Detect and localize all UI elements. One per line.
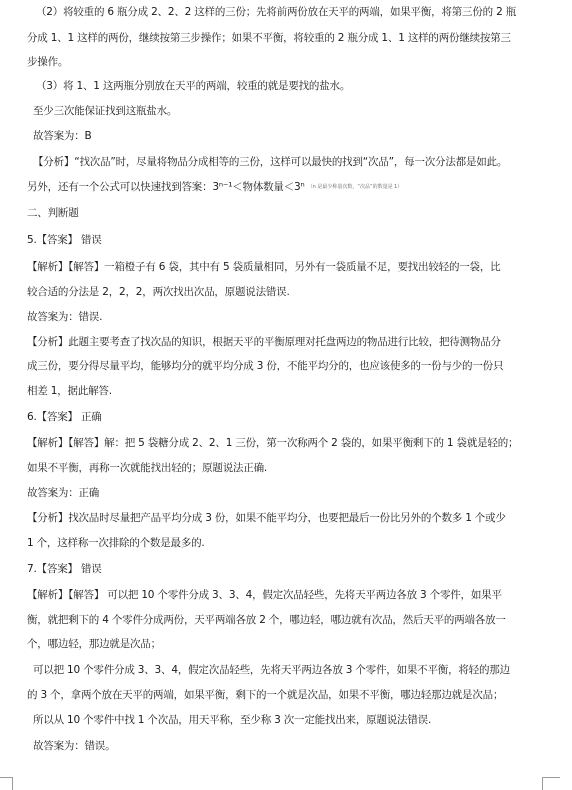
solution-text: 较合适的分法是 2，2，2，两次找出次品，原题说法错误. (27, 286, 290, 298)
solution-text: 【解析】【解答】解：把 5 袋糖分成 2、2、1 三份，第一次称两个 2 袋的，如果平衡剩下的 1 袋就是轻的； (27, 437, 519, 449)
section-heading: 二、判断题 (27, 207, 79, 219)
answer-heading: 6.【答案】 正确 (27, 411, 102, 423)
crop-mark-horizontal-left (0, 777, 13, 778)
solution-text: 衡，就把剩下的 4 个零件分成两份，天平两端各放 2 个，哪边轻，哪边就有次品，然后天平的两端各放一 (27, 614, 506, 626)
text-line: 至少三次能保证找到这瓶盐水。 (33, 105, 178, 117)
formula-note: （n 是最少称量次数，“次品”的数量是 1） (307, 184, 403, 190)
formula-text: 另外，还有一个公式可以快速找到答案：3ⁿ⁻¹＜物体数量＜3ⁿ (27, 181, 305, 193)
answer-text: 故答案为：正确 (27, 487, 100, 499)
crop-mark-horizontal-right (542, 777, 560, 778)
text-line: （3）将 1、1 这两瓶分别放在天平的两端，较重的就是要找的盐水。 (36, 80, 351, 92)
solution-text: 个，哪边轻，那边就是次品； (27, 638, 161, 650)
answer-text: 故答案为：错误. (27, 311, 103, 323)
formula-line (27, 180, 554, 194)
answer-text: 故答案为：错误。 (33, 740, 116, 752)
solution-text: 可以把 10 个零件分成 3、3、4，假定次品轻些，先将天平两边各放 3 个零件，如果不平衡，将轻的那边 (33, 664, 510, 676)
analysis-text: 【分析】找次品时尽量把产品平均分成 3 份，如果不能平均分，也要把最后一份比另外的个数多 1 个或少 (27, 512, 506, 524)
analysis-text: 【分析】“找次品”时，尽量将物品分成相等的三份，这样可以最快的找到“次品”，每一次分法都是如此。 (33, 156, 508, 168)
text-line: 分成 1、1 这样的两份，继续按第三步操作；如果不平衡，将较重的 2 瓶分成 1、1 这样的两份继续按第三 (27, 32, 511, 44)
text-line: 步操作。 (27, 56, 69, 68)
analysis-text: 1 个，这样称一次排除的个数是最多的. (27, 537, 205, 549)
analysis-text: 相差 1，据此解答. (27, 385, 112, 397)
text-line: 故答案为：B (33, 130, 92, 142)
crop-mark-vertical-left (12, 777, 13, 790)
analysis-text: 成三份，要分得尽量平均，能够均分的就平均分成 3 份，不能平均分的，也应该使多的一份与少的一份只 (27, 360, 504, 372)
answer-heading: 5.【答案】 错误 (27, 234, 102, 246)
solution-text: 所以从 10 个零件中找 1 个次品，用天平称，至少称 3 次一定能找出来，原题说法错误. (33, 714, 432, 726)
solution-text: 的 3 个，拿两个放在天平的两端，如果平衡，剩下的一个就是次品，如果不平衡，哪边轻那边就是次品； (27, 689, 504, 701)
crop-mark-vertical-right (542, 777, 543, 790)
answer-heading: 7.【答案】 错误 (27, 563, 102, 575)
text-line: （2）将较重的 6 瓶分成 2、2、2 这样的三份；先将前两份放在天平的两端，如果平衡，将第三份的 2 瓶 (36, 6, 517, 18)
solution-text: 【解析】【解答】一箱橙子有 6 袋，其中有 5 袋质量相同，另外有一袋质量不足，要找出较轻的一袋，比 (27, 261, 501, 273)
analysis-text: 【分析】此题主要考查了找次品的知识，根据天平的平衡原理对托盘两边的物品进行比较，把待测物品分 (27, 336, 501, 348)
solution-text: 【解析】【解答】 可以把 10 个零件分成 3、3、4，假定次品轻些，先将天平两边各放 3 个零件，如果平 (27, 589, 502, 601)
solution-text: 如果不平衡，再称一次就能找出轻的；原题说法正确. (27, 462, 268, 474)
